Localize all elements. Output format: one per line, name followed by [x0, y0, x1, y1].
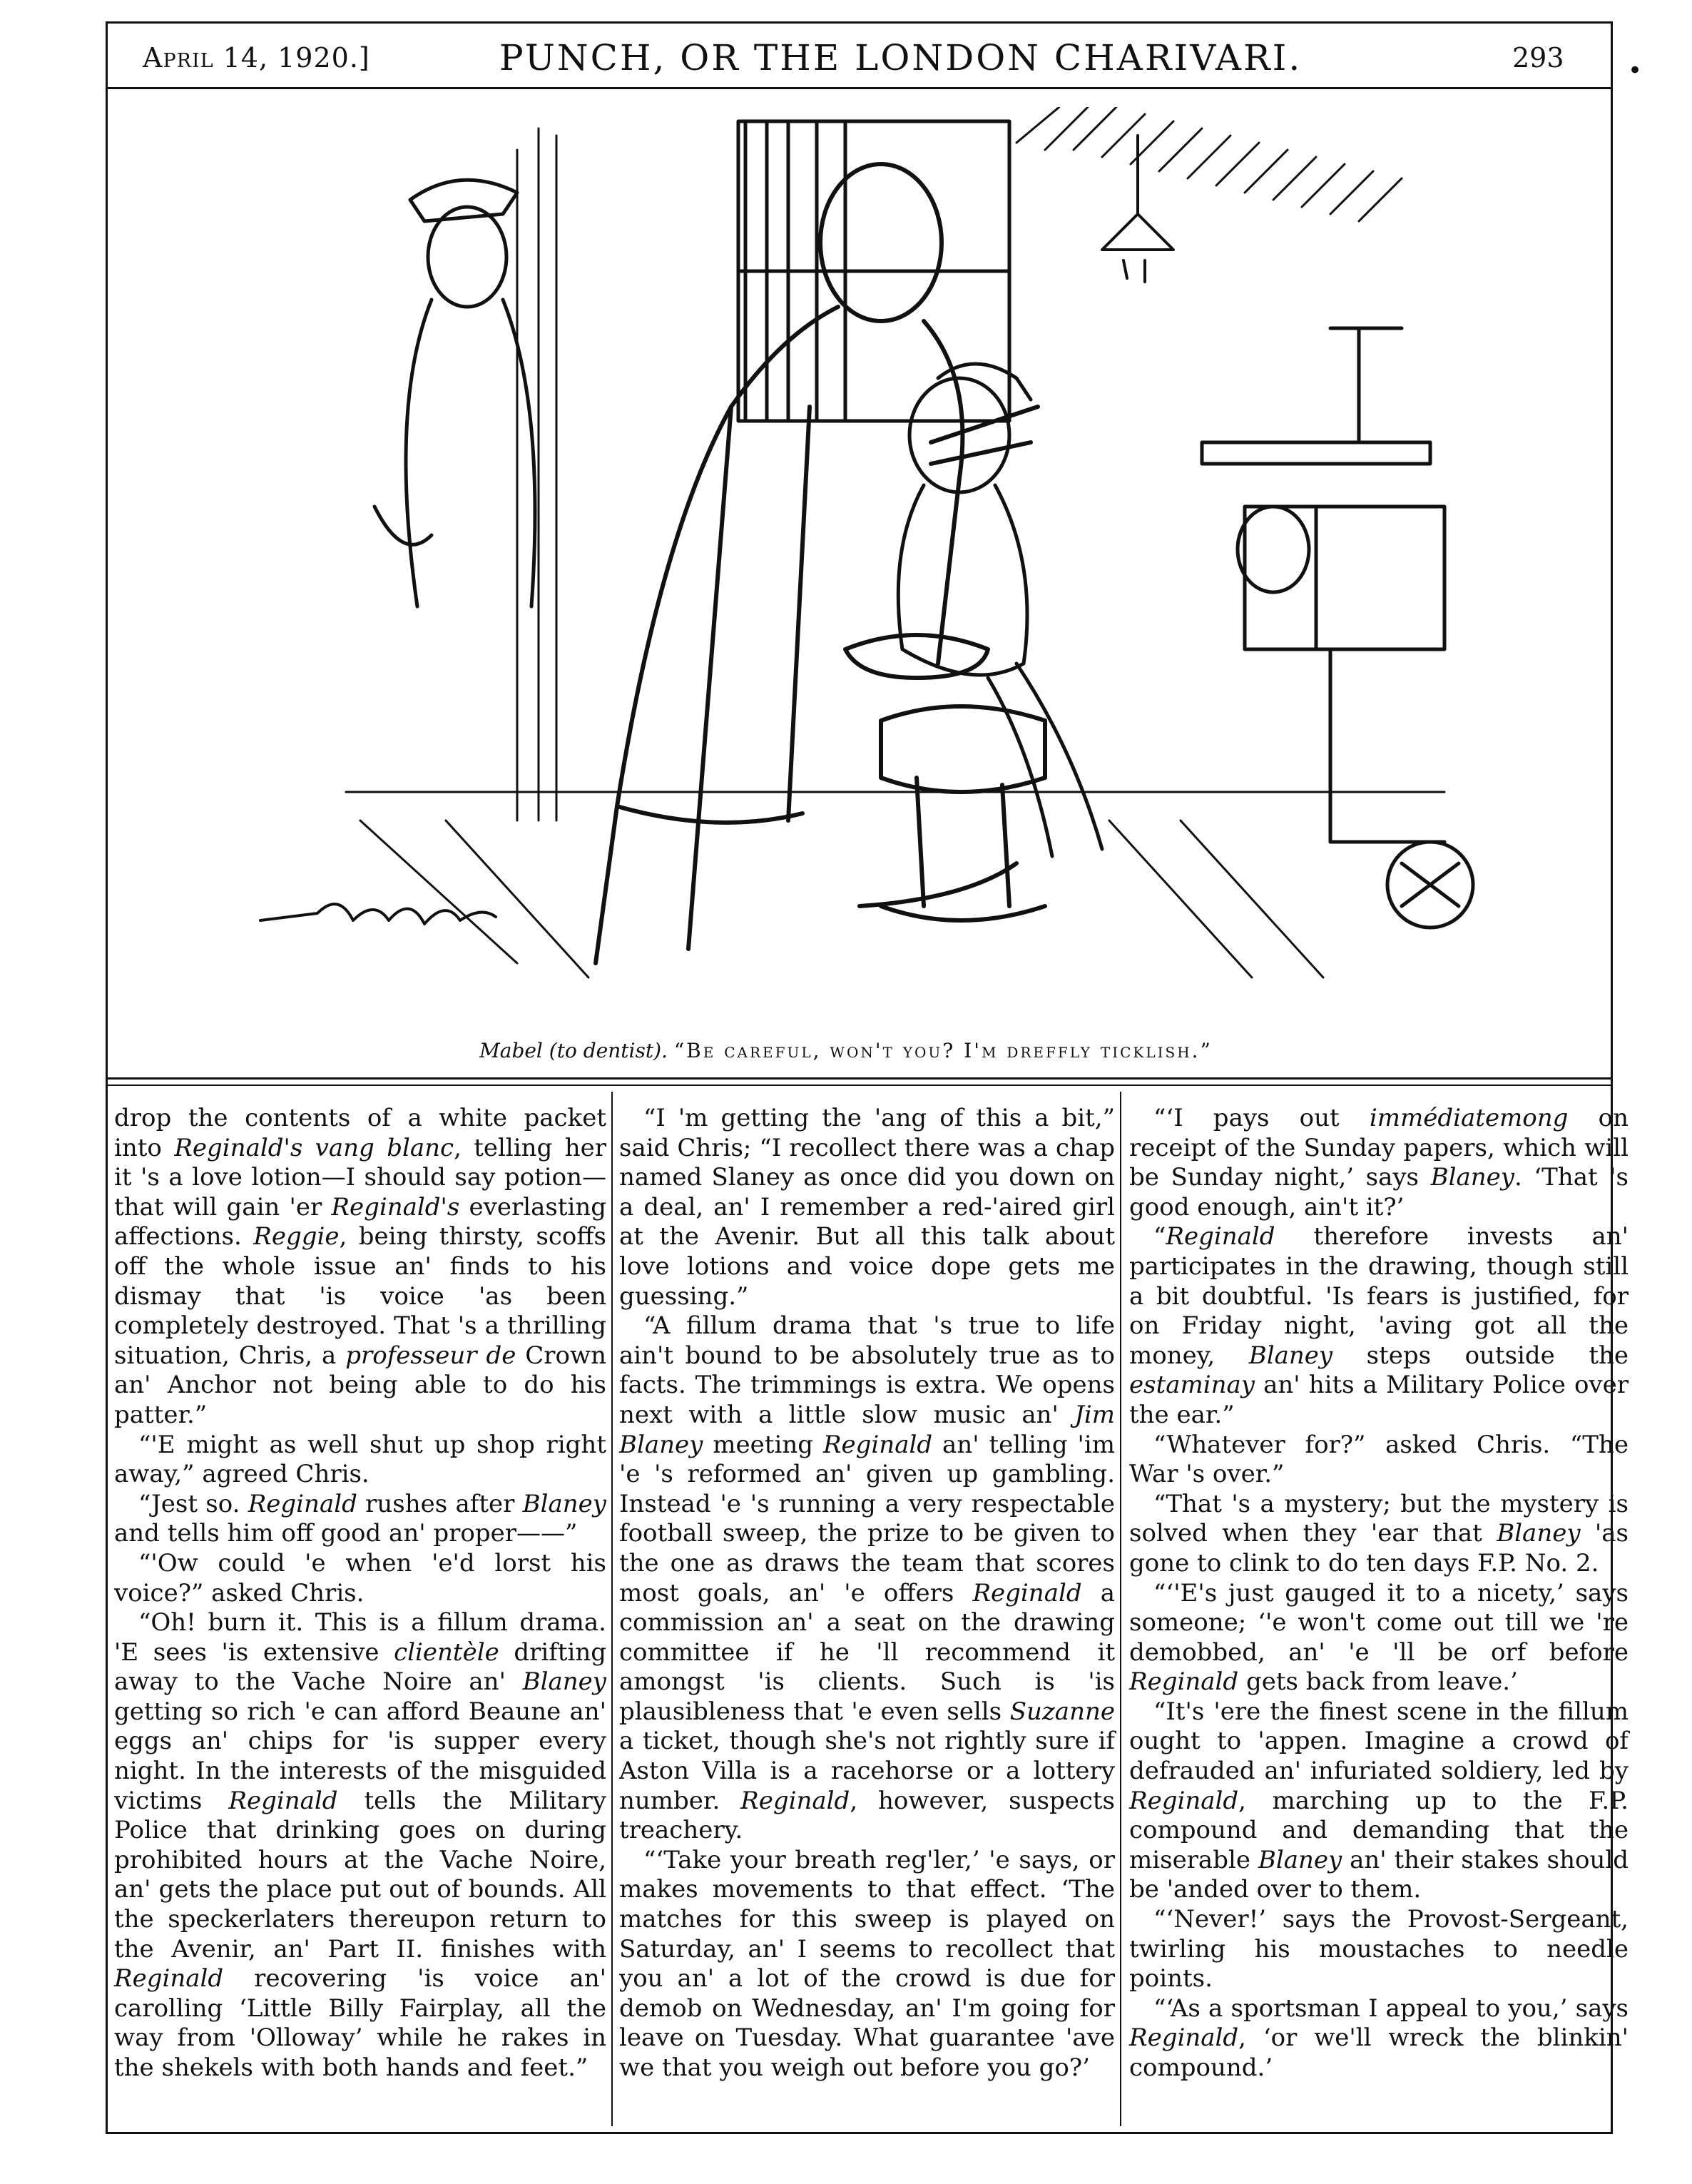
frame-top-rule	[106, 21, 1613, 24]
article-paragraph: “‘As a sportsman I appeal to you,’ says Reginald, ‘or we'll wreck the blinkin' compound.’	[1129, 1993, 1629, 2082]
column-rule-1	[611, 1092, 613, 2126]
caption-rule-1	[106, 1077, 1613, 1080]
article-paragraph: “I 'm getting the 'ang of this a bit,” said Chris; “I recollect there was a chap named Slaney as once did you down on a deal, an' I remember a red-'aired girl at the Avenir. But all this talk about love lotions and voice dope gets me guessing.”	[619, 1104, 1115, 1311]
article-paragraph: “Reginald therefore invests an' participates in the drawing, though still a bit doubtful. 'Is fears is justified, for on Friday night, 'aving got all the money, Blaney steps outside the estaminay an' hits a Military Police over the ear.”	[1129, 1222, 1629, 1429]
masthead-title: PUNCH, OR THE LONDON CHARIVARI.	[499, 37, 1303, 78]
margin-dot: •	[1628, 56, 1643, 85]
child-patient-figure	[898, 364, 1102, 856]
cartoon-caption	[0, 1039, 1692, 1062]
caption-quote: “Be careful, won't you? I'm dreffly ticklish.”	[673, 1039, 1213, 1062]
article-paragraph: drop the contents of a white packet into Reginald's vang blanc, telling her it 's a love lotion—I should say potion—that will gain 'er Reginald's everlasting affections. Reggie, being thirsty, scoffs off the whole issue an' finds to his dismay that 'is voice 'as been completely destroyed. That 's a thrilling situation, Chris, a professeur de Crown an' Anchor not being able to do his patter.”	[114, 1104, 607, 1429]
article-paragraph: “A fillum drama that 's true to life ain't bound to be absolutely true as to facts. The trimmings is extra. We opens next with a little slow music an' Jim Blaney meeting Reginald an' telling 'im 'e 's reformed an' given up gambling. Instead 'e 's running a very respectable football sweep, the prize to be given to the one as draws the team that scores most goals, an' 'e offers Reginald a commission an' a seat on the drawing committee if he 'll recommend it amongst 'is clients. Such is 'is plausibleness that 'e even sells Suzanne a ticket, though she's not rightly sure if Aston Villa is a racehorse or a lottery number. Reginald, however, suspects treachery.	[619, 1311, 1115, 1845]
hanging-lamp	[1102, 136, 1173, 282]
article-paragraph: “‘Take your breath reg'ler,’ 'e says, or makes movements to that effect. ‘The matches for this sweep is played on Saturday, an' I seems to recollect that you an' a lot of the crowd is due for demob on Wednesday, an' I'm going for leave on Tuesday. What guarantee 'ave we that you weigh out before you go?’	[619, 1845, 1115, 2082]
text-column-3	[1129, 1104, 1629, 2083]
article-paragraph: “‘'E's just gauged it to a nicety,’ says someone; ‘'e won't come out till we 're demobbed, an' 'e 'll be orf before Reginald gets back from leave.’	[1129, 1578, 1629, 1697]
artist-signature	[260, 904, 496, 924]
article-paragraph: “Whatever for?” asked Chris. “The War 's over.”	[1129, 1430, 1629, 1489]
page-number: 293	[1512, 42, 1564, 73]
article-paragraph: “'E might as well shut up shop right away,” agreed Chris.	[114, 1430, 606, 1489]
cartoon-illustration	[218, 107, 1516, 1042]
dental-chair	[845, 635, 1045, 920]
article-paragraph: “'Ow could 'e when 'e'd lorst his voice?” asked Chris.	[114, 1548, 606, 1607]
column-rule-2	[1120, 1092, 1121, 2126]
article-paragraph: “‘Never!’ says the Provost-Sergeant, twirling his moustaches to needle points.	[1129, 1905, 1629, 1993]
caption-speaker: Mabel (to dentist).	[479, 1039, 668, 1062]
article-paragraph: “‘I pays out immédiatemong on receipt of the Sunday papers, which will be Sunday night,’ says Blaney. ‘That 's good enough, ain't it?’	[1129, 1104, 1629, 1221]
frame-bottom-rule	[106, 2132, 1613, 2134]
issue-date: April 14, 1920.]	[143, 42, 370, 73]
article-paragraph: “Jest so. Reginald rushes after Blaney and tells him off good an' proper——”	[114, 1489, 606, 1548]
dental-equipment	[1202, 328, 1473, 928]
article-paragraph: “That 's a mystery; but the mystery is solved when they 'ear that Blaney 'as gone to clink to do ten days F.P. No. 2.	[1129, 1489, 1629, 1578]
woman-figure	[374, 180, 535, 606]
header-rule	[106, 87, 1613, 89]
text-column-2	[619, 1104, 1115, 2083]
caption-rule-2	[106, 1085, 1613, 1086]
text-column-1	[114, 1104, 606, 2083]
article-paragraph: “Oh! burn it. This is a fillum drama. 'E sees 'is extensive clientèle drifting away to the Vache Noire an' Blaney getting so rich 'e can afford Beaune an' eggs an' chips for 'is supper every night. In the interests of the misguided victims Reginald tells the Military Police that drinking goes on during prohibited hours at the Vache Noire, an' gets the place put out of bounds. All the speckerlaters thereupon return to the Avenir, an' Part II. finishes with Reginald recovering 'is voice an' carolling ‘Little Billy Fairplay, all the way from 'Olloway’ while he rakes in the shekels with both hands and feet.”	[114, 1608, 607, 2082]
article-paragraph: “It's 'ere the finest scene in the fillum ought to 'appen. Imagine a crowd of defrauded an' infuriated soldiery, led by Reginald, marching up to the F.P. compound and demanding that the miserable Blaney an' their stakes should be 'anded over to them.	[1129, 1697, 1629, 1904]
